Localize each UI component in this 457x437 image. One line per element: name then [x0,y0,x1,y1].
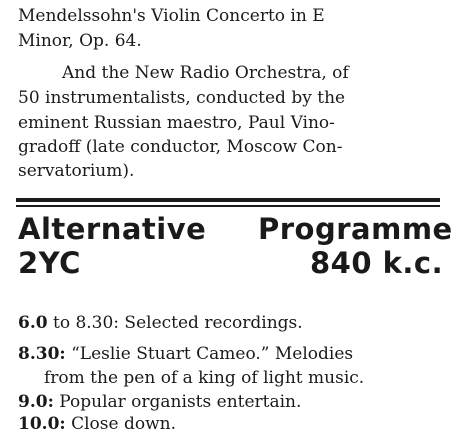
programme-time: 10.0: [18,414,66,434]
programme-text: “Leslie Stuart Cameo.” Melodies [65,344,354,364]
programme-item [18,414,176,434]
divider-rule-thick [16,198,440,202]
programme-time: 9.0: [18,392,54,412]
intro-line-6: gradoff (late conductor, Moscow Con- [18,137,343,157]
heading-programme: Programme [258,212,453,246]
programme-item-continuation: from the pen of a king of light music. [44,368,365,388]
heading-station: 2YC [18,246,81,280]
programme-item [18,313,303,333]
intro-line-2: Minor, Op. 64. [18,31,142,51]
intro-line-4: 50 instrumentalists, conducted by the [18,88,346,108]
intro-line-5: eminent Russian maestro, Paul Vino- [18,113,335,133]
programme-time: 6.0 [18,313,48,333]
programme-text: Close down. [65,414,176,434]
programme-item [18,392,301,412]
programme-item [18,344,353,364]
heading-frequency: 840 k.c. [310,246,444,280]
intro-line-3: And the New Radio Orchestra, of [62,63,349,83]
programme-text: Popular organists entertain. [53,392,302,412]
heading-alternative: Alternative [18,212,207,246]
intro-line-7: servatorium). [18,161,135,181]
programme-text: to 8.30: Selected recordings. [47,313,303,333]
intro-line-1: Mendelssohn's Violin Concerto in E [18,6,325,26]
divider-rule-thin [16,205,440,207]
programme-time: 8.30: [18,344,66,364]
